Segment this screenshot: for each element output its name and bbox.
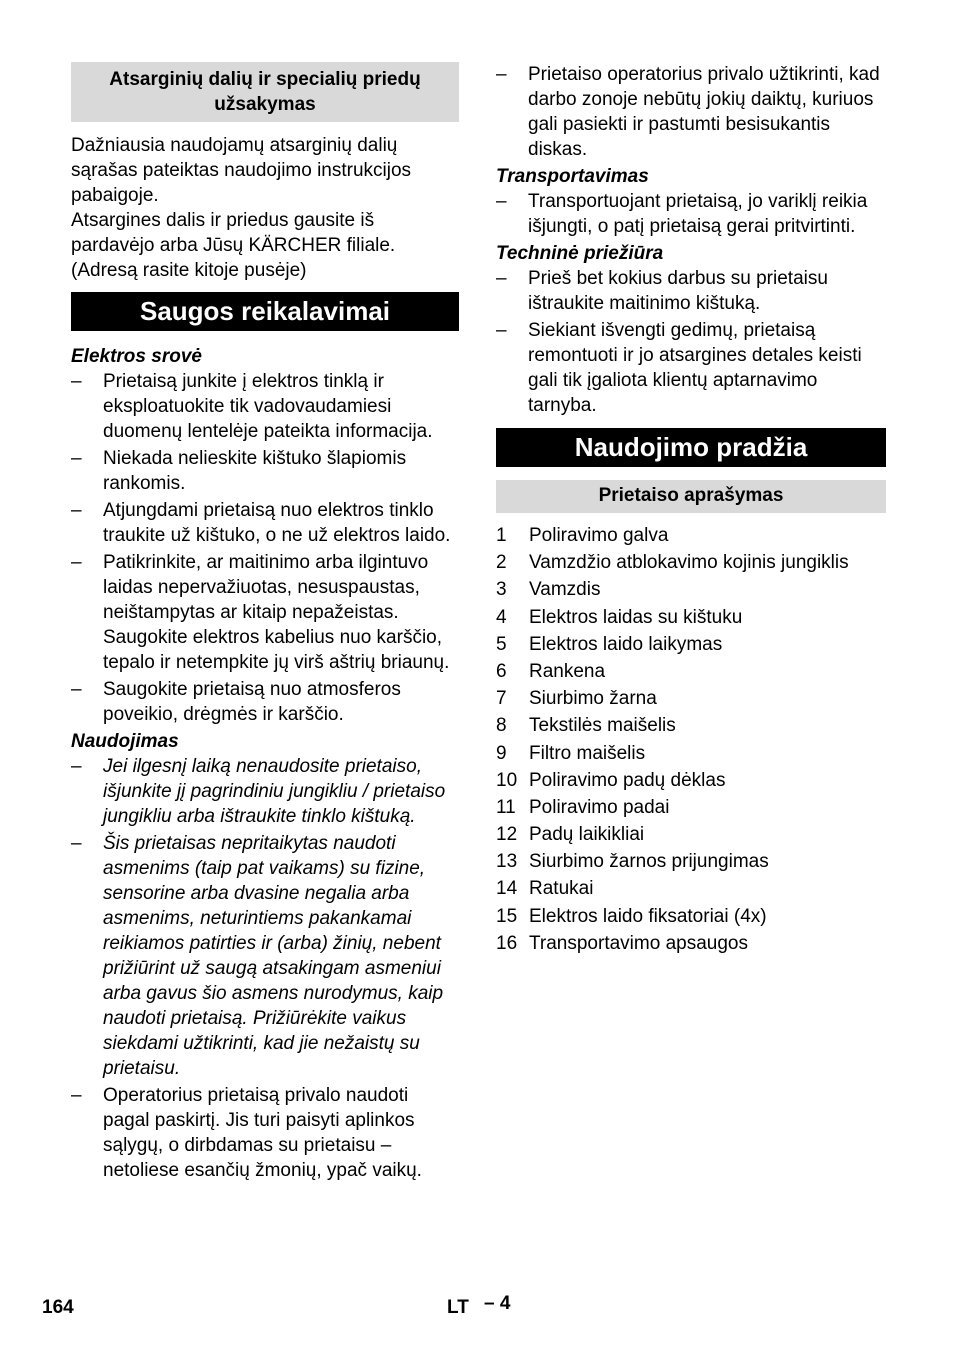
part-label: Ratukai (529, 878, 594, 900)
list-item-text: Atjungdami prietaisą nuo elektros tinklo traukite už kištuko, o ne už elektros laido. (103, 500, 451, 546)
dash-bullet: – (496, 191, 507, 212)
part-label: Tekstilės maišelis (529, 715, 676, 737)
dash-bullet: – (71, 756, 82, 777)
list-item-text: Patikrinkite, ar maitinimo arba ilgintuvo laidas nepervažiuotas, nesuspaustas, neištampytas ar kitaip nepažeistas. Saugokite elektros kabelius nuo karščio, tepalo ir netempkite jų virš aštrių briaunų. (103, 552, 450, 673)
part-number: 16 (496, 932, 518, 954)
dash-bullet: – (496, 64, 507, 85)
page-number: 164 (42, 1297, 74, 1318)
part-number: 7 (496, 688, 507, 710)
list-item (71, 446, 459, 496)
part-label: Filtro maišelis (529, 742, 646, 764)
part-label: Elektros laido fiksatoriai (4x) (529, 905, 767, 927)
list-item-text: Prietaisą junkite į elektros tinklą ir eksploatuokite tik vadovaudamiesi duomenų lentelėje pateikta informacija. (103, 371, 433, 442)
parts-list-item (496, 904, 886, 929)
dash-bullet: – (496, 320, 507, 341)
part-number: 5 (496, 633, 507, 655)
parts-list (496, 523, 886, 956)
part-label: Elektros laido laikymas (529, 633, 723, 655)
page-footer (42, 1293, 512, 1323)
list-item-text: Prieš bet kokius darbus su prietaisu ištraukite maitinimo kištuką. (528, 268, 828, 314)
part-label: Siurbimo žarna (529, 688, 657, 710)
spare-parts-paragraph-3: (Adresą rasite kitoje pusėje) (71, 260, 307, 281)
list-item-text: Siekiant išvengti gedimų, prietaisą remontuoti ir jo atsargines detales keisti gali tik įgaliota klientų aptarnavimo tarnyba. (528, 320, 862, 416)
list-item (71, 498, 459, 548)
part-number: 4 (496, 606, 507, 628)
parts-list-item (496, 659, 886, 684)
list-item (71, 550, 459, 675)
list-item-text: Niekada nelieskite kištuko šlapiomis rankomis. (103, 448, 407, 494)
parts-list-item (496, 605, 886, 630)
part-label: Poliravimo galva (529, 525, 669, 546)
part-label: Siurbimo žarnos prijungimas (529, 851, 769, 873)
spare-parts-paragraph-1: Dažniausia naudojamų atsarginių dalių sąrašas pateiktas naudojimo instrukcijos pabaigoje. (71, 135, 412, 206)
list-item (496, 266, 886, 316)
parts-list-item (496, 795, 886, 820)
list-item (71, 1083, 459, 1183)
right-column (496, 62, 886, 958)
transport-list (496, 189, 886, 239)
startup-heading: Naudojimo pradžia (496, 428, 886, 467)
parts-list-item (496, 876, 886, 901)
list-item (496, 318, 886, 418)
usage-subheading: Naudojimas (71, 731, 179, 752)
dash-bullet: – (71, 1085, 82, 1106)
parts-list-item (496, 632, 886, 657)
part-number: 13 (496, 851, 518, 873)
list-item-text: Jei ilgesnį laiką nenaudosite prietaiso, išjunkite jį pagrindiniu jungikliu / prietaiso jungikliu arba ištraukite tinklo kištuką. (103, 756, 446, 827)
dash-bullet: – (71, 679, 82, 700)
parts-list-item (496, 577, 886, 602)
part-label: Transportavimo apsaugos (529, 932, 748, 954)
part-label: Poliravimo padai (529, 796, 670, 818)
part-label: Vamzdžio atblokavimo kojinis jungiklis (529, 552, 849, 574)
part-number: 12 (496, 824, 518, 846)
part-number: 10 (496, 769, 518, 791)
spare-parts-heading: Atsarginių dalių ir specialių priedų užsakymas (71, 62, 459, 122)
transport-subheading: Transportavimas (496, 166, 649, 187)
list-item-text: Transportuojant prietaisą, jo variklį reikia išjungti, o patį prietaisą gerai pritvirtinti. (528, 191, 868, 237)
part-label: Vamzdis (529, 579, 601, 601)
part-number: 6 (496, 660, 507, 682)
dash-bullet: – (71, 552, 82, 573)
part-number: 15 (496, 905, 518, 927)
parts-list-item (496, 523, 886, 548)
operator-list (496, 62, 886, 162)
dash-bullet: – (71, 448, 82, 469)
parts-list-item (496, 713, 886, 738)
part-label: Elektros laidas su kištuku (529, 606, 743, 628)
left-column (71, 62, 459, 1185)
part-number: 8 (496, 715, 507, 737)
parts-list-item (496, 849, 886, 874)
dash-bullet: – (71, 371, 82, 392)
parts-list-item (496, 686, 886, 711)
list-item (496, 189, 886, 239)
safety-heading: Saugos reikalavimai (71, 292, 459, 331)
list-item (71, 677, 459, 727)
description-heading: Prietaiso aprašymas (496, 480, 886, 513)
electric-subheading: Elektros srovė (71, 346, 202, 367)
list-item-text: Operatorius prietaisą privalo naudoti pagal paskirtį. Jis turi paisyti aplinkos sąlygų, o dirbdamas su prietaisu – netoliese esančių žmonių, ypač vaikų. (103, 1085, 422, 1181)
dash-bullet: – (71, 500, 82, 521)
list-item-text: Šis prietaisas nepritaikytas naudoti asmenims (taip pat vaikams) su fizine, sensorine arba dvasine negalia arba asmenims, neturintiems pakankamai reikiamos patirties ir (arba) žinių, nebent prižiūrint už saugą atsakingam asmeniui arba gavus šio asmens nurodymus, kaip naudoti prietaisą. Prižiūrėkite vaikus siekdami užtikrinti, kad jie nežaistų su prietaisu. (103, 833, 444, 1079)
list-item (71, 754, 459, 829)
dash-bullet: – (496, 268, 507, 289)
parts-list-item (496, 768, 886, 793)
part-number: 1 (496, 525, 507, 546)
usage-list (71, 754, 459, 1183)
parts-list-item (496, 550, 886, 575)
spare-parts-paragraph-2: Atsargines dalis ir priedus gausite iš pardavėjo arba Jūsų KÄRCHER filiale. (71, 210, 396, 256)
list-item-text: Saugokite prietaisą nuo atmosferos poveikio, drėgmės ir karščio. (103, 679, 401, 725)
section-page-number: – 4 (484, 1293, 511, 1314)
dash-bullet: – (71, 833, 82, 854)
list-item (71, 369, 459, 444)
maintenance-list (496, 266, 886, 418)
part-number: 3 (496, 579, 507, 601)
language-code: LT (447, 1297, 469, 1318)
part-number: 9 (496, 742, 507, 764)
parts-list-item (496, 822, 886, 847)
list-item-text: Prietaiso operatorius privalo užtikrinti, kad darbo zonoje nebūtų jokių daiktų, kuriuos gali pasiekti ir pastumti besisukantis diskas. (528, 64, 880, 160)
list-item (496, 62, 886, 162)
part-label: Rankena (529, 660, 606, 682)
part-number: 2 (496, 552, 507, 574)
parts-list-item (496, 931, 886, 956)
parts-list-item (496, 741, 886, 766)
part-number: 11 (496, 796, 516, 818)
list-item (71, 831, 459, 1081)
maintenance-subheading: Techninė priežiūra (496, 243, 664, 264)
part-number: 14 (496, 878, 518, 900)
part-label: Poliravimo padų dėklas (529, 769, 726, 791)
electric-list (71, 369, 459, 727)
part-label: Padų laikikliai (529, 824, 645, 846)
